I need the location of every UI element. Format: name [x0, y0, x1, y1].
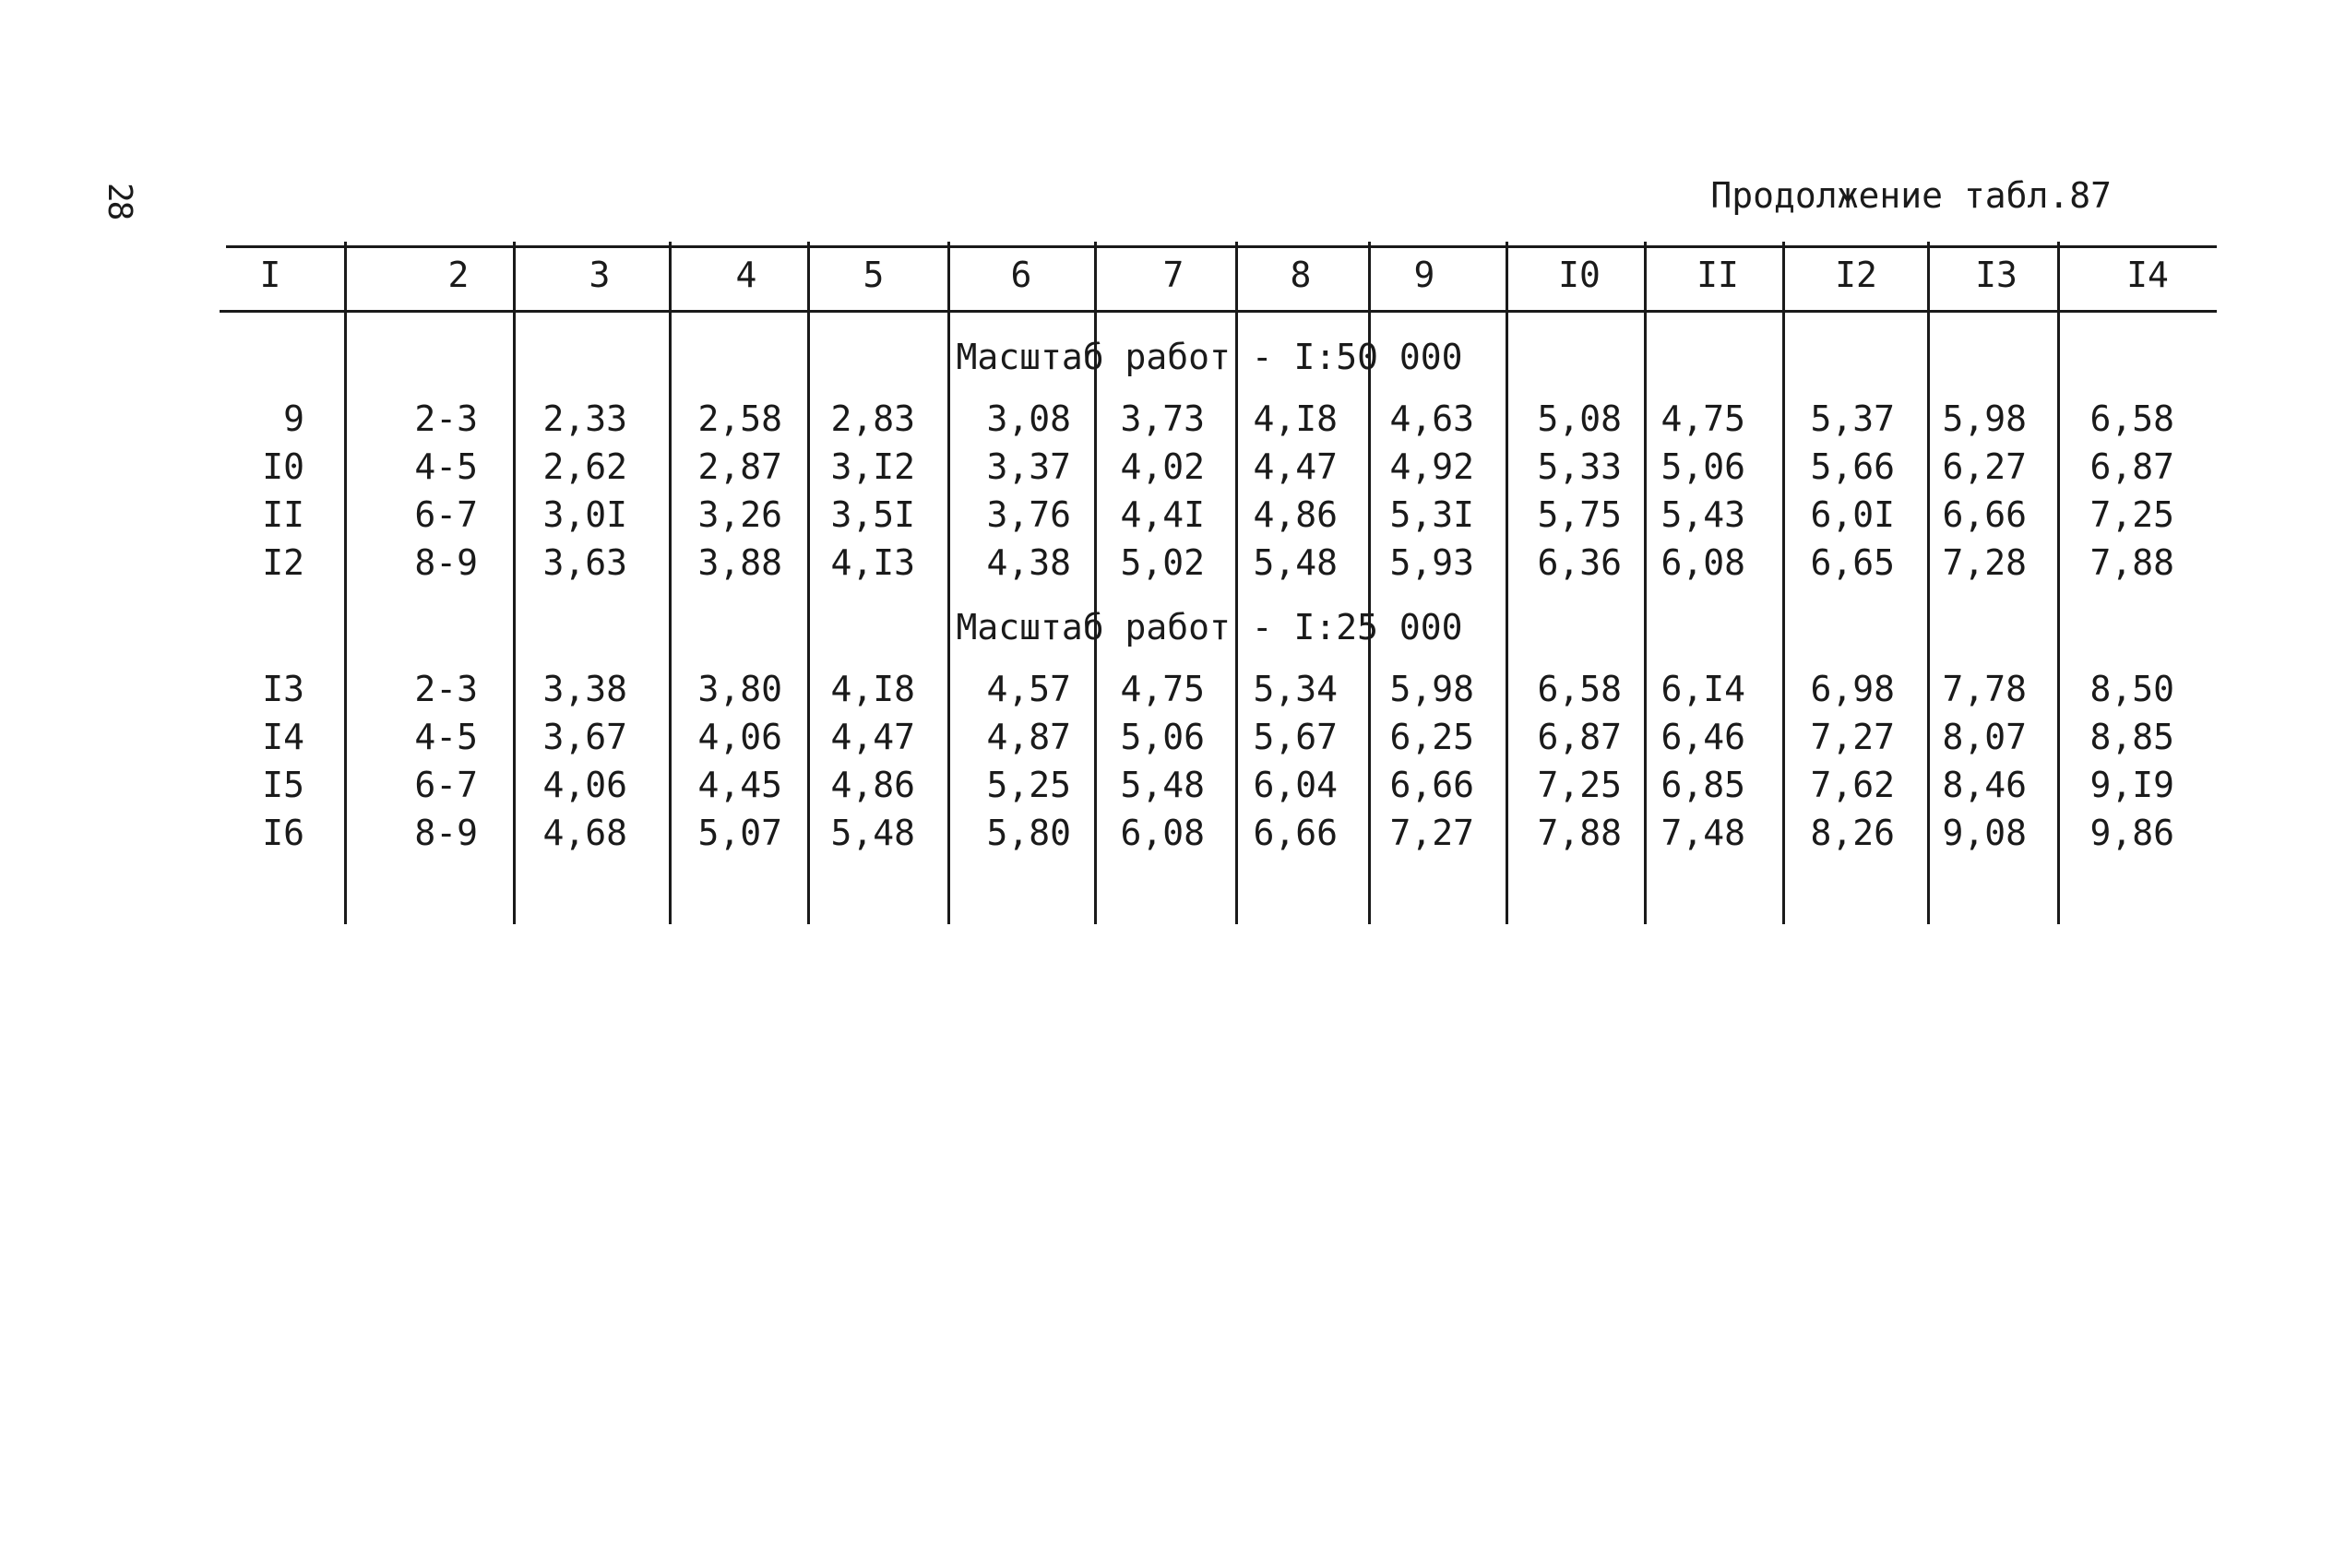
- table-cell: 2,87: [697, 446, 782, 487]
- table-cell: 4-5: [414, 446, 478, 487]
- column-separator: [344, 242, 347, 924]
- table-cell: 5,48: [830, 813, 915, 853]
- table-cell: 5,98: [1942, 398, 2027, 439]
- table-cell: 4-5: [414, 717, 478, 757]
- table-cell: 9: [283, 398, 304, 439]
- table-cell: 6,87: [2089, 446, 2174, 487]
- table-cell: 6,98: [1810, 669, 1895, 709]
- table-cell: 6,66: [1253, 813, 1338, 853]
- table-cell: 2,83: [830, 398, 915, 439]
- column-separator: [1644, 242, 1647, 924]
- table-cell: 7,48: [1660, 813, 1745, 853]
- table-cell: 5,75: [1537, 494, 1622, 535]
- table-cell: 4,87: [986, 717, 1071, 757]
- table-cell: 7,88: [2089, 542, 2174, 583]
- table-cell: 6,08: [1120, 813, 1205, 853]
- table-cell: 3,08: [986, 398, 1071, 439]
- table-cell: 6,27: [1942, 446, 2027, 487]
- table-caption: Продолжение табл.87: [1710, 175, 2112, 216]
- column-header: II: [1696, 255, 1739, 295]
- column-separator: [1782, 242, 1785, 924]
- column-separator: [2057, 242, 2060, 924]
- table-cell: 4,75: [1660, 398, 1745, 439]
- column-header: I4: [2126, 255, 2169, 295]
- table-cell: 2,58: [697, 398, 782, 439]
- section-title: Масштаб работ - I:25 000: [956, 607, 1463, 647]
- table-cell: 5,43: [1660, 494, 1745, 535]
- column-separator: [513, 242, 516, 924]
- column-separator: [669, 242, 672, 924]
- table-cell: 7,78: [1942, 669, 2027, 709]
- table-cell: 5,06: [1660, 446, 1745, 487]
- table-cell: I2: [262, 542, 304, 583]
- table-cell: 3,76: [986, 494, 1071, 535]
- table-cell: 6,66: [1942, 494, 2027, 535]
- table-cell: 3,37: [986, 446, 1071, 487]
- page-number: 28: [101, 183, 138, 220]
- column-header: I2: [1835, 255, 1877, 295]
- table-cell: 4,57: [986, 669, 1071, 709]
- table-cell: 7,25: [2089, 494, 2174, 535]
- table-cell: 2-3: [414, 398, 478, 439]
- column-separator: [1506, 242, 1508, 924]
- table-cell: 9,08: [1942, 813, 2027, 853]
- table-cell: 2,62: [542, 446, 627, 487]
- table-cell: 8,07: [1942, 717, 2027, 757]
- table-cell: 5,02: [1120, 542, 1205, 583]
- table-cell: 6,87: [1537, 717, 1622, 757]
- column-separator: [807, 242, 810, 924]
- column-header: 5: [863, 255, 885, 295]
- column-header: 3: [589, 255, 611, 295]
- table-cell: 6,58: [1537, 669, 1622, 709]
- table-cell: 5,80: [986, 813, 1071, 853]
- table-cell: 8,50: [2089, 669, 2174, 709]
- table-cell: 5,33: [1537, 446, 1622, 487]
- table-cell: 4,06: [542, 765, 627, 805]
- table-cell: 4,47: [830, 717, 915, 757]
- table-cell: 6,I4: [1660, 669, 1745, 709]
- table-cell: 3,5I: [830, 494, 915, 535]
- table-cell: 6,65: [1810, 542, 1895, 583]
- table-cell: 8-9: [414, 542, 478, 583]
- table-cell: 5,37: [1810, 398, 1895, 439]
- column-header: 9: [1413, 255, 1435, 295]
- table-cell: 3,38: [542, 669, 627, 709]
- table-cell: 6,58: [2089, 398, 2174, 439]
- table-cell: 3,63: [542, 542, 627, 583]
- table-cell: 5,48: [1120, 765, 1205, 805]
- table-cell: 4,47: [1253, 446, 1338, 487]
- table-cell: 3,0I: [542, 494, 627, 535]
- table-cell: 3,80: [697, 669, 782, 709]
- table-cell: 6,85: [1660, 765, 1745, 805]
- table-header-rule: [220, 310, 2217, 313]
- table-cell: 6,66: [1389, 765, 1474, 805]
- table-cell: 6,0I: [1810, 494, 1895, 535]
- table-cell: 8,46: [1942, 765, 2027, 805]
- table-cell: 3,73: [1120, 398, 1205, 439]
- table-cell: 6,25: [1389, 717, 1474, 757]
- column-header: I3: [1975, 255, 2018, 295]
- table-cell: 7,88: [1537, 813, 1622, 853]
- table-cell: 4,02: [1120, 446, 1205, 487]
- table-cell: 5,25: [986, 765, 1071, 805]
- table-cell: 6,36: [1537, 542, 1622, 583]
- table-cell: 3,I2: [830, 446, 915, 487]
- table-cell: 8,26: [1810, 813, 1895, 853]
- table-cell: 6,46: [1660, 717, 1745, 757]
- table-cell: 6,08: [1660, 542, 1745, 583]
- table-top-rule: [226, 245, 2217, 248]
- table-cell: 5,67: [1253, 717, 1338, 757]
- table-cell: 4,45: [697, 765, 782, 805]
- table-cell: 8-9: [414, 813, 478, 853]
- table-cell: 5,08: [1537, 398, 1622, 439]
- table-cell: 5,34: [1253, 669, 1338, 709]
- table-cell: 4,86: [1253, 494, 1338, 535]
- table-cell: I6: [262, 813, 304, 853]
- column-header: 2: [447, 255, 470, 295]
- column-header: 7: [1162, 255, 1184, 295]
- table-cell: 5,3I: [1389, 494, 1474, 535]
- table-cell: 2-3: [414, 669, 478, 709]
- table-cell: 9,I9: [2089, 765, 2174, 805]
- table-cell: 4,86: [830, 765, 915, 805]
- table-cell: I3: [262, 669, 304, 709]
- table-cell: 6-7: [414, 765, 478, 805]
- table-cell: 4,63: [1389, 398, 1474, 439]
- table-cell: 4,06: [697, 717, 782, 757]
- table-cell: 5,06: [1120, 717, 1205, 757]
- column-separator: [947, 242, 950, 924]
- table-cell: 2,33: [542, 398, 627, 439]
- table-cell: 3,26: [697, 494, 782, 535]
- table-cell: 9,86: [2089, 813, 2174, 853]
- table-cell: 4,92: [1389, 446, 1474, 487]
- table-cell: 6-7: [414, 494, 478, 535]
- table-cell: 4,4I: [1120, 494, 1205, 535]
- column-header: 8: [1290, 255, 1312, 295]
- column-separator: [1927, 242, 1930, 924]
- table-cell: 4,38: [986, 542, 1071, 583]
- table-cell: 7,28: [1942, 542, 2027, 583]
- table-cell: 4,I8: [1253, 398, 1338, 439]
- table-cell: I5: [262, 765, 304, 805]
- table-cell: 5,07: [697, 813, 782, 853]
- table-cell: 3,88: [697, 542, 782, 583]
- table-cell: 5,93: [1389, 542, 1474, 583]
- section-title: Масштаб работ - I:50 000: [956, 337, 1463, 377]
- column-header: I0: [1558, 255, 1601, 295]
- column-header: I: [259, 255, 281, 295]
- table-cell: 7,27: [1389, 813, 1474, 853]
- table-cell: 7,62: [1810, 765, 1895, 805]
- table-cell: 7,27: [1810, 717, 1895, 757]
- table-cell: 5,98: [1389, 669, 1474, 709]
- column-header: 6: [1010, 255, 1032, 295]
- table-cell: 4,I3: [830, 542, 915, 583]
- table-cell: 4,75: [1120, 669, 1205, 709]
- table-cell: 6,04: [1253, 765, 1338, 805]
- table-cell: 4,I8: [830, 669, 915, 709]
- table-cell: 4,68: [542, 813, 627, 853]
- table-cell: II: [262, 494, 304, 535]
- table-cell: 5,48: [1253, 542, 1338, 583]
- table-cell: I4: [262, 717, 304, 757]
- table-cell: I0: [262, 446, 304, 487]
- table-cell: 8,85: [2089, 717, 2174, 757]
- table-cell: 5,66: [1810, 446, 1895, 487]
- table-cell: 3,67: [542, 717, 627, 757]
- column-header: 4: [735, 255, 757, 295]
- table-cell: 7,25: [1537, 765, 1622, 805]
